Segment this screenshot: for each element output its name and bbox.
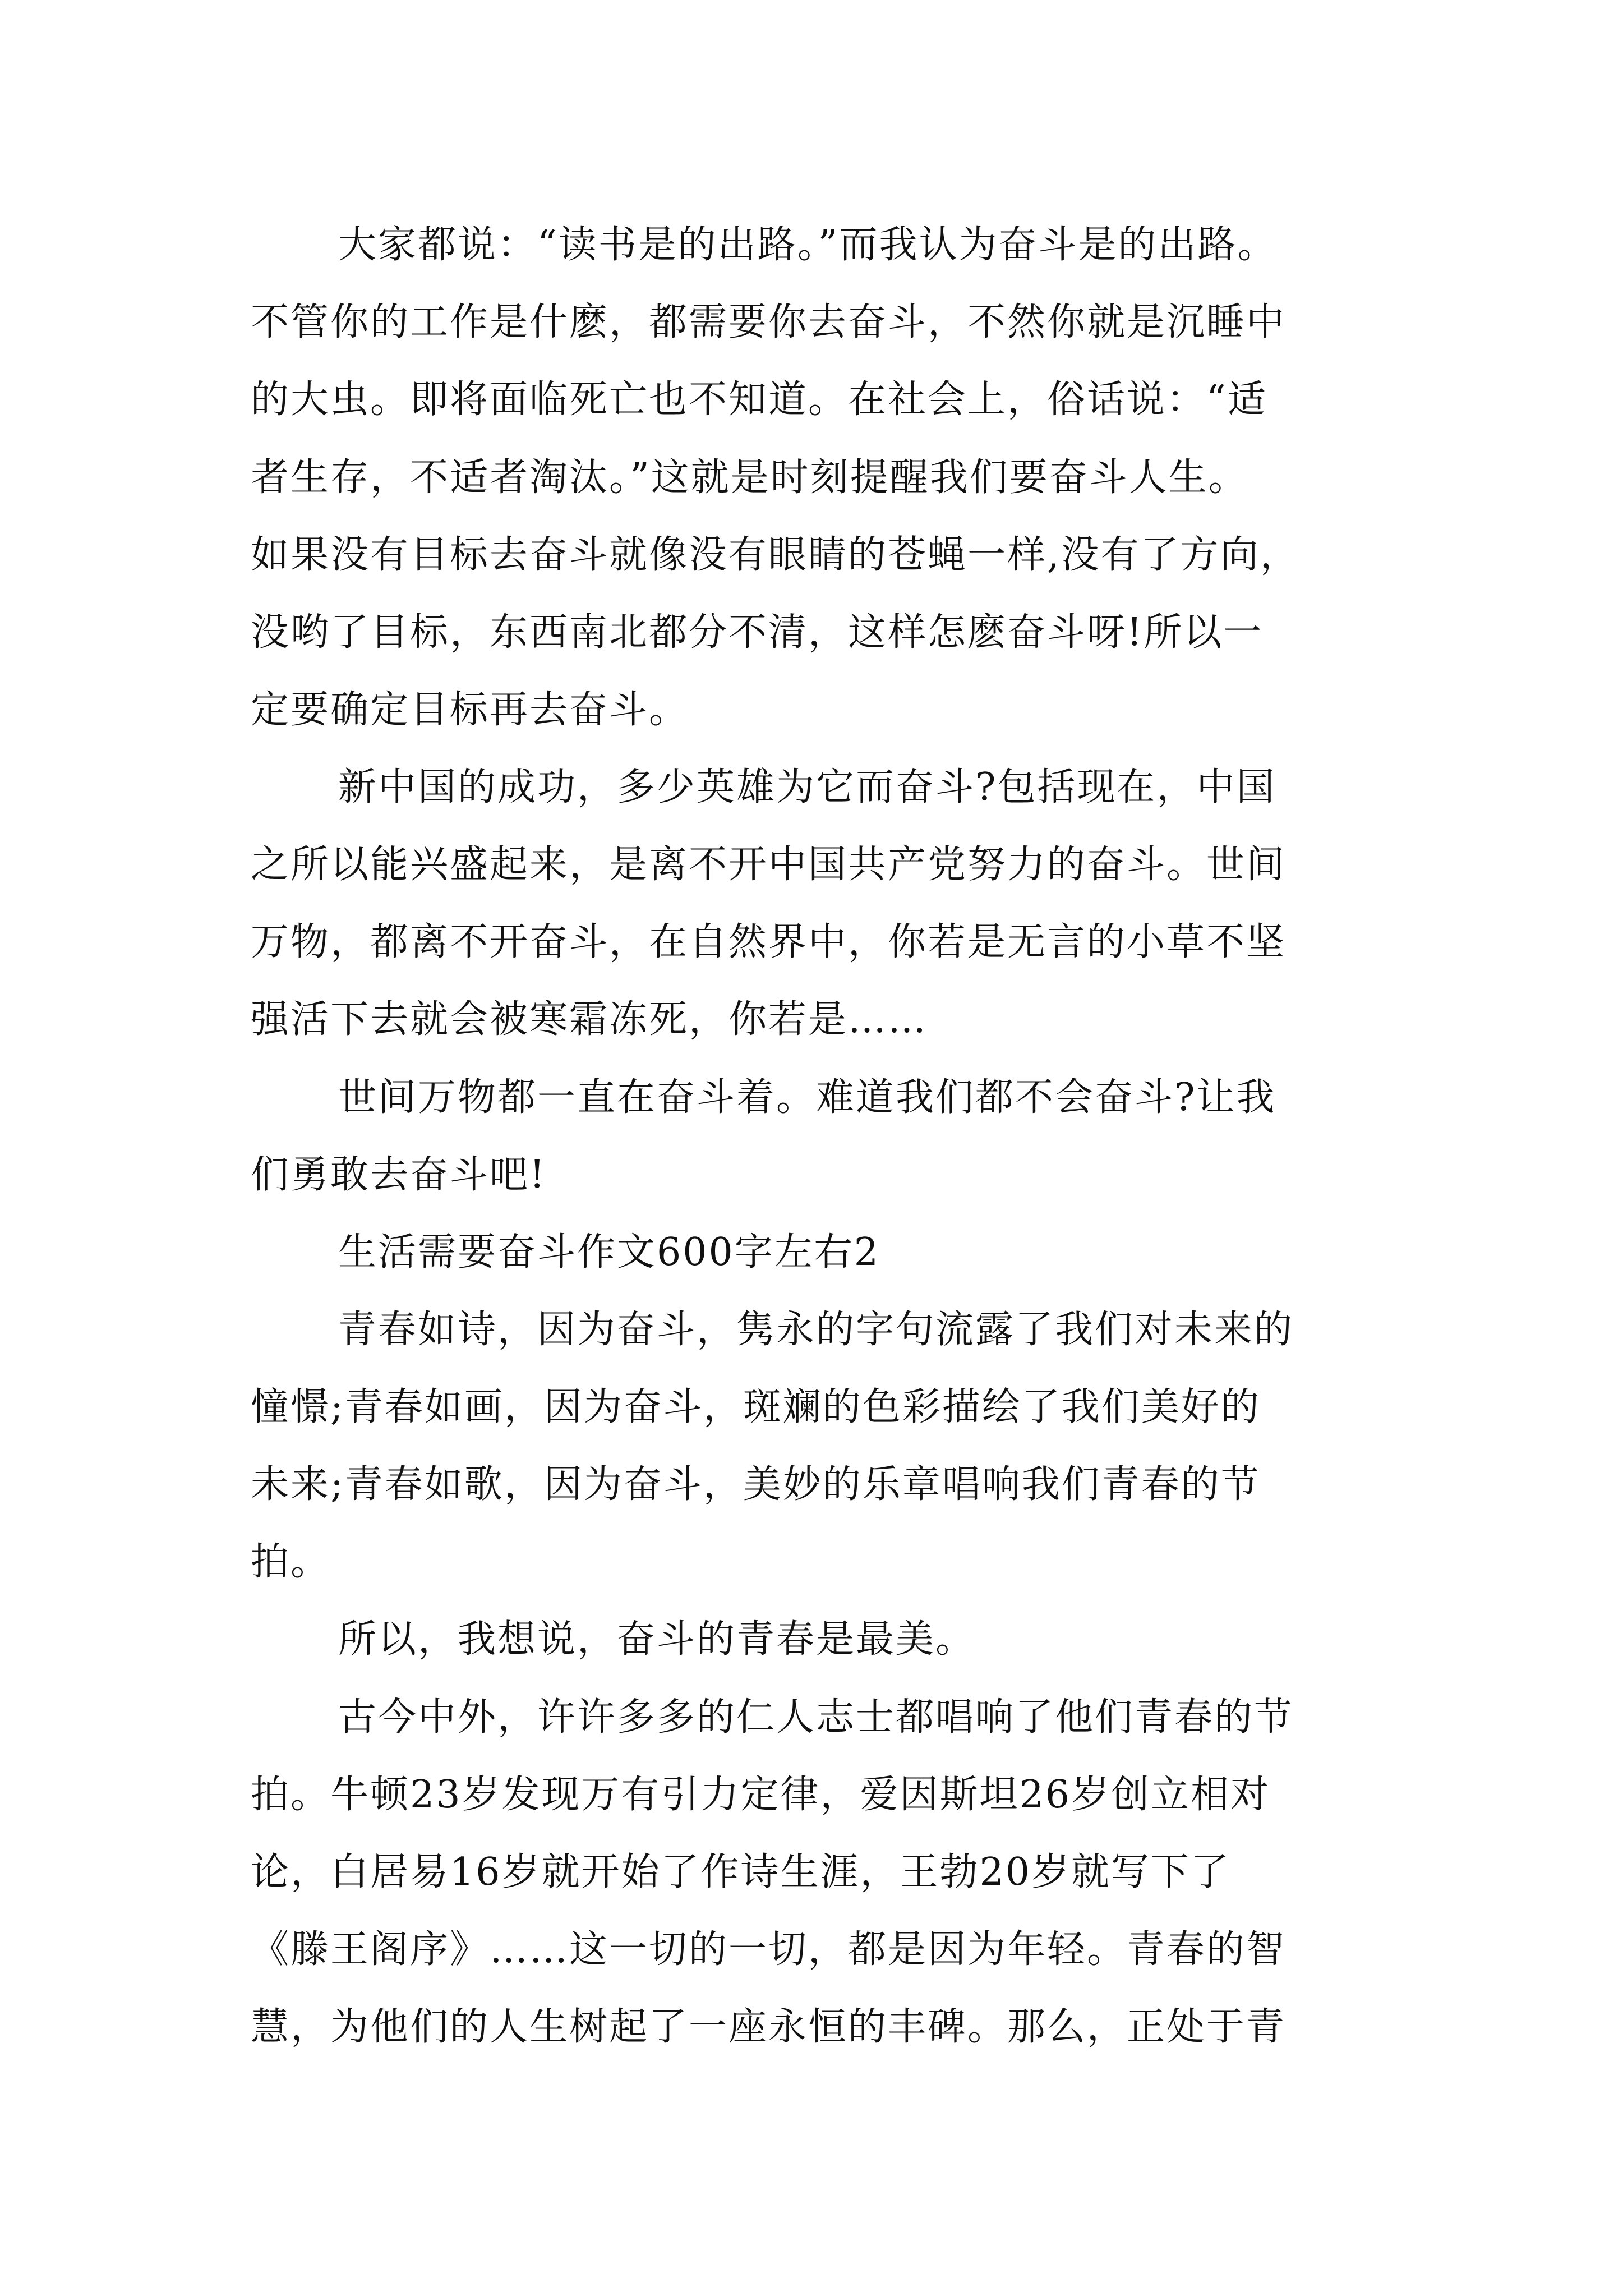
paragraph-line: 之所以能兴盛起来，是离不开中国共产党努力的奋斗。世间 [251, 843, 1287, 887]
paragraph-line: 新中国的成功，多少英雄为它而奋斗?包括现在，中国 [338, 765, 1276, 809]
paragraph-line: 如果没有目标去奋斗就像没有眼睛的苍蝇一样,没有了方向， [251, 533, 1300, 577]
paragraph-line: 《滕王阁序》……这一切的一切，都是因为年轻。青春的智 [251, 1927, 1287, 1972]
paragraph-line: 强活下去就会被寒霜冻死，你若是…… [251, 997, 928, 1042]
paragraph-line: 古今中外，许许多多的仁人志士都唱响了他们青春的节 [338, 1695, 1294, 1740]
paragraph-line: 的大虫。即将面临死亡也不知道。在社会上，俗话说：“适 [251, 378, 1267, 422]
paragraph-line: 慧，为他们的人生树起了一座永恒的丰碑。那么，正处于青 [251, 2005, 1287, 2049]
paragraph-line: 未来;青春如歌，因为奋斗，美妙的乐章唱响我们青春的节 [251, 1462, 1261, 1507]
paragraph-line: 憧憬;青春如画，因为奋斗，斑斓的色彩描绘了我们美好的 [251, 1385, 1261, 1429]
paragraph-line: 不管你的工作是什麽，都需要你去奋斗，不然你就是沉睡中 [251, 300, 1287, 344]
paragraph-line: 世间万物都一直在奋斗着。难道我们都不会奋斗?让我 [338, 1075, 1276, 1120]
paragraph-line: 们勇敢去奋斗吧! [251, 1153, 547, 1197]
paragraph-line: 论，白居易16岁就开始了作诗生涯，王勃20岁就写下了 [251, 1850, 1231, 1894]
paragraph-line: 拍。 [251, 1540, 331, 1584]
paragraph-line: 所以，我想说，奋斗的青春是最美。 [338, 1617, 976, 1662]
paragraph-line: 万物，都离不开奋斗，在自然界中，你若是无言的小草不坚 [251, 920, 1287, 964]
paragraph-line: 者生存，不适者淘汰。”这就是时刻提醒我们要奋斗人生。 [251, 455, 1248, 500]
paragraph-line: 大家都说：“读书是的出路。”而我认为奋斗是的出路。 [338, 223, 1278, 267]
paragraph-line: 拍。牛顿23岁发现万有引力定律，爱因斯坦26岁创立相对 [251, 1773, 1271, 1817]
section-heading: 生活需要奋斗作文600字左右2 [338, 1230, 880, 1274]
paragraph-line: 没哟了目标，东西南北都分不清，这样怎麽奋斗呀!所以一 [251, 610, 1264, 655]
paragraph-line: 定要确定目标再去奋斗。 [251, 688, 689, 732]
paragraph-line: 青春如诗，因为奋斗，隽永的字句流露了我们对未来的 [338, 1308, 1294, 1352]
